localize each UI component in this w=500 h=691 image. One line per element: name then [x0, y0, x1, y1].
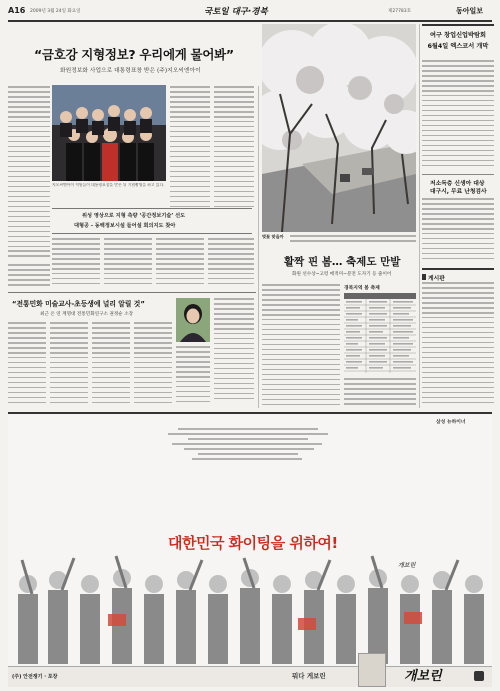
bottom-left-text-col5 — [176, 346, 210, 406]
ad-product-box — [358, 653, 386, 687]
bottom-left-text-col4 — [134, 322, 172, 406]
cherry-blossom-photo — [262, 24, 416, 232]
main-story-bottom-rule — [8, 292, 256, 293]
right-top-text — [422, 60, 494, 170]
right-mid-text — [422, 198, 494, 264]
column-separator-right — [419, 24, 420, 408]
bottom-left-text-col3 — [92, 322, 130, 406]
main-text-col3 — [214, 86, 254, 210]
ad-footer — [8, 666, 492, 687]
right-top-headline-2: 6월4일 엑스코서 개막 — [427, 43, 489, 50]
portrait-photo — [176, 298, 210, 342]
group-photo-caption: 지오씨엔아이 직원들이 대통령표창을 받은 뒤 기념촬영을 하고 있다. — [52, 183, 165, 187]
advertisement — [8, 412, 492, 686]
masthead — [8, 5, 492, 19]
paper-logo: 동아일보 — [456, 7, 484, 15]
group-photo-people — [52, 85, 166, 181]
bulletin-board-marker — [422, 274, 426, 280]
issue-number: 제27783호 — [388, 9, 412, 14]
festival-table-grid — [344, 293, 416, 375]
main-text-col2 — [170, 86, 210, 210]
portrait-side-text — [214, 298, 254, 406]
page-number: A16 — [8, 6, 26, 15]
ad-slogan: 대한민국 화이팅을 위하여! — [168, 534, 338, 552]
portrait-figure — [176, 298, 210, 342]
right-top-headline-box — [422, 24, 494, 58]
main-text-col6 — [156, 238, 204, 288]
column-separator-left — [258, 86, 259, 408]
right-mid-headline-2: 대구시, 무료 난청검사 — [430, 189, 487, 195]
festival-table-title: 경북지역 봄 축제 — [344, 286, 380, 291]
ad-brand-top: 삼성 뉴하이너 — [436, 420, 466, 425]
ad-left-footer: (주) 안전쟁기 · 포장 — [12, 674, 58, 680]
ad-logo-mark — [474, 671, 484, 681]
ad-side-label: 개보린 — [398, 562, 416, 569]
main-subhead: 화원정보화 사업으로 대통령표창 받은 (주)지오씨엔아이 — [60, 68, 201, 74]
ad-product-name: 개보린 — [404, 669, 442, 684]
main-text-col8 — [8, 264, 50, 288]
main-text-col7 — [208, 238, 254, 288]
center-text-col1 — [262, 284, 340, 410]
bulletin-board-text — [422, 282, 494, 408]
issue-date: 2009년 3월 24일 화요일 — [30, 9, 81, 14]
ad-bottom-label: 뭐다 게보린 — [292, 672, 326, 680]
festival-table — [344, 284, 416, 374]
center-subhead: 화원 선수상~고령 매적미~분전 도자기 등 줄이어 — [292, 272, 392, 277]
bottom-left-headline: “전통민화 미술교사-초등생에 널리 알릴 것” — [12, 300, 145, 308]
right-mid-rule — [422, 174, 494, 175]
ad-crowd-graphic — [8, 554, 492, 664]
cherry-blossom-scene — [262, 24, 416, 232]
group-photo — [52, 85, 166, 181]
bulletin-board-title: 게시판 — [428, 276, 445, 282]
quote-box — [52, 208, 252, 234]
right-top-headline-1: 여구 창업신업박람회 — [430, 32, 486, 39]
right-mid-headline-1: 저소득층 신생아 대상 — [430, 181, 485, 187]
main-text-col4 — [52, 238, 100, 288]
center-photo-caption — [290, 235, 416, 245]
quote-line-1: 위성 영상으로 지형 측량 ‘공간정보기술’ 선도 — [82, 213, 186, 219]
center-photo-caption-label: 벚꽃 맞을까 — [262, 234, 284, 239]
bottom-left-text-col1 — [8, 322, 46, 406]
masthead-rule — [8, 20, 492, 22]
quote-line-2: 대형공 - 동백정보시설 들어설 회의지도 찾아 — [74, 223, 176, 229]
main-text-col1 — [8, 86, 50, 262]
section-title: 국토일 대구·경북 — [204, 7, 268, 17]
bottom-left-text-col2 — [50, 322, 88, 406]
center-headline: 활짝 핀 봄… 축제도 만발 — [284, 256, 401, 268]
main-headline: “금호강 지형정보? 우리에게 물어봐” — [34, 47, 234, 62]
center-text-col2 — [344, 378, 416, 410]
main-text-col5 — [104, 238, 152, 288]
ad-copy-lines — [148, 428, 348, 468]
bottom-left-subhead: 최근 온 연 계명대 전통민화연구소 권정순 소장 — [40, 312, 134, 317]
